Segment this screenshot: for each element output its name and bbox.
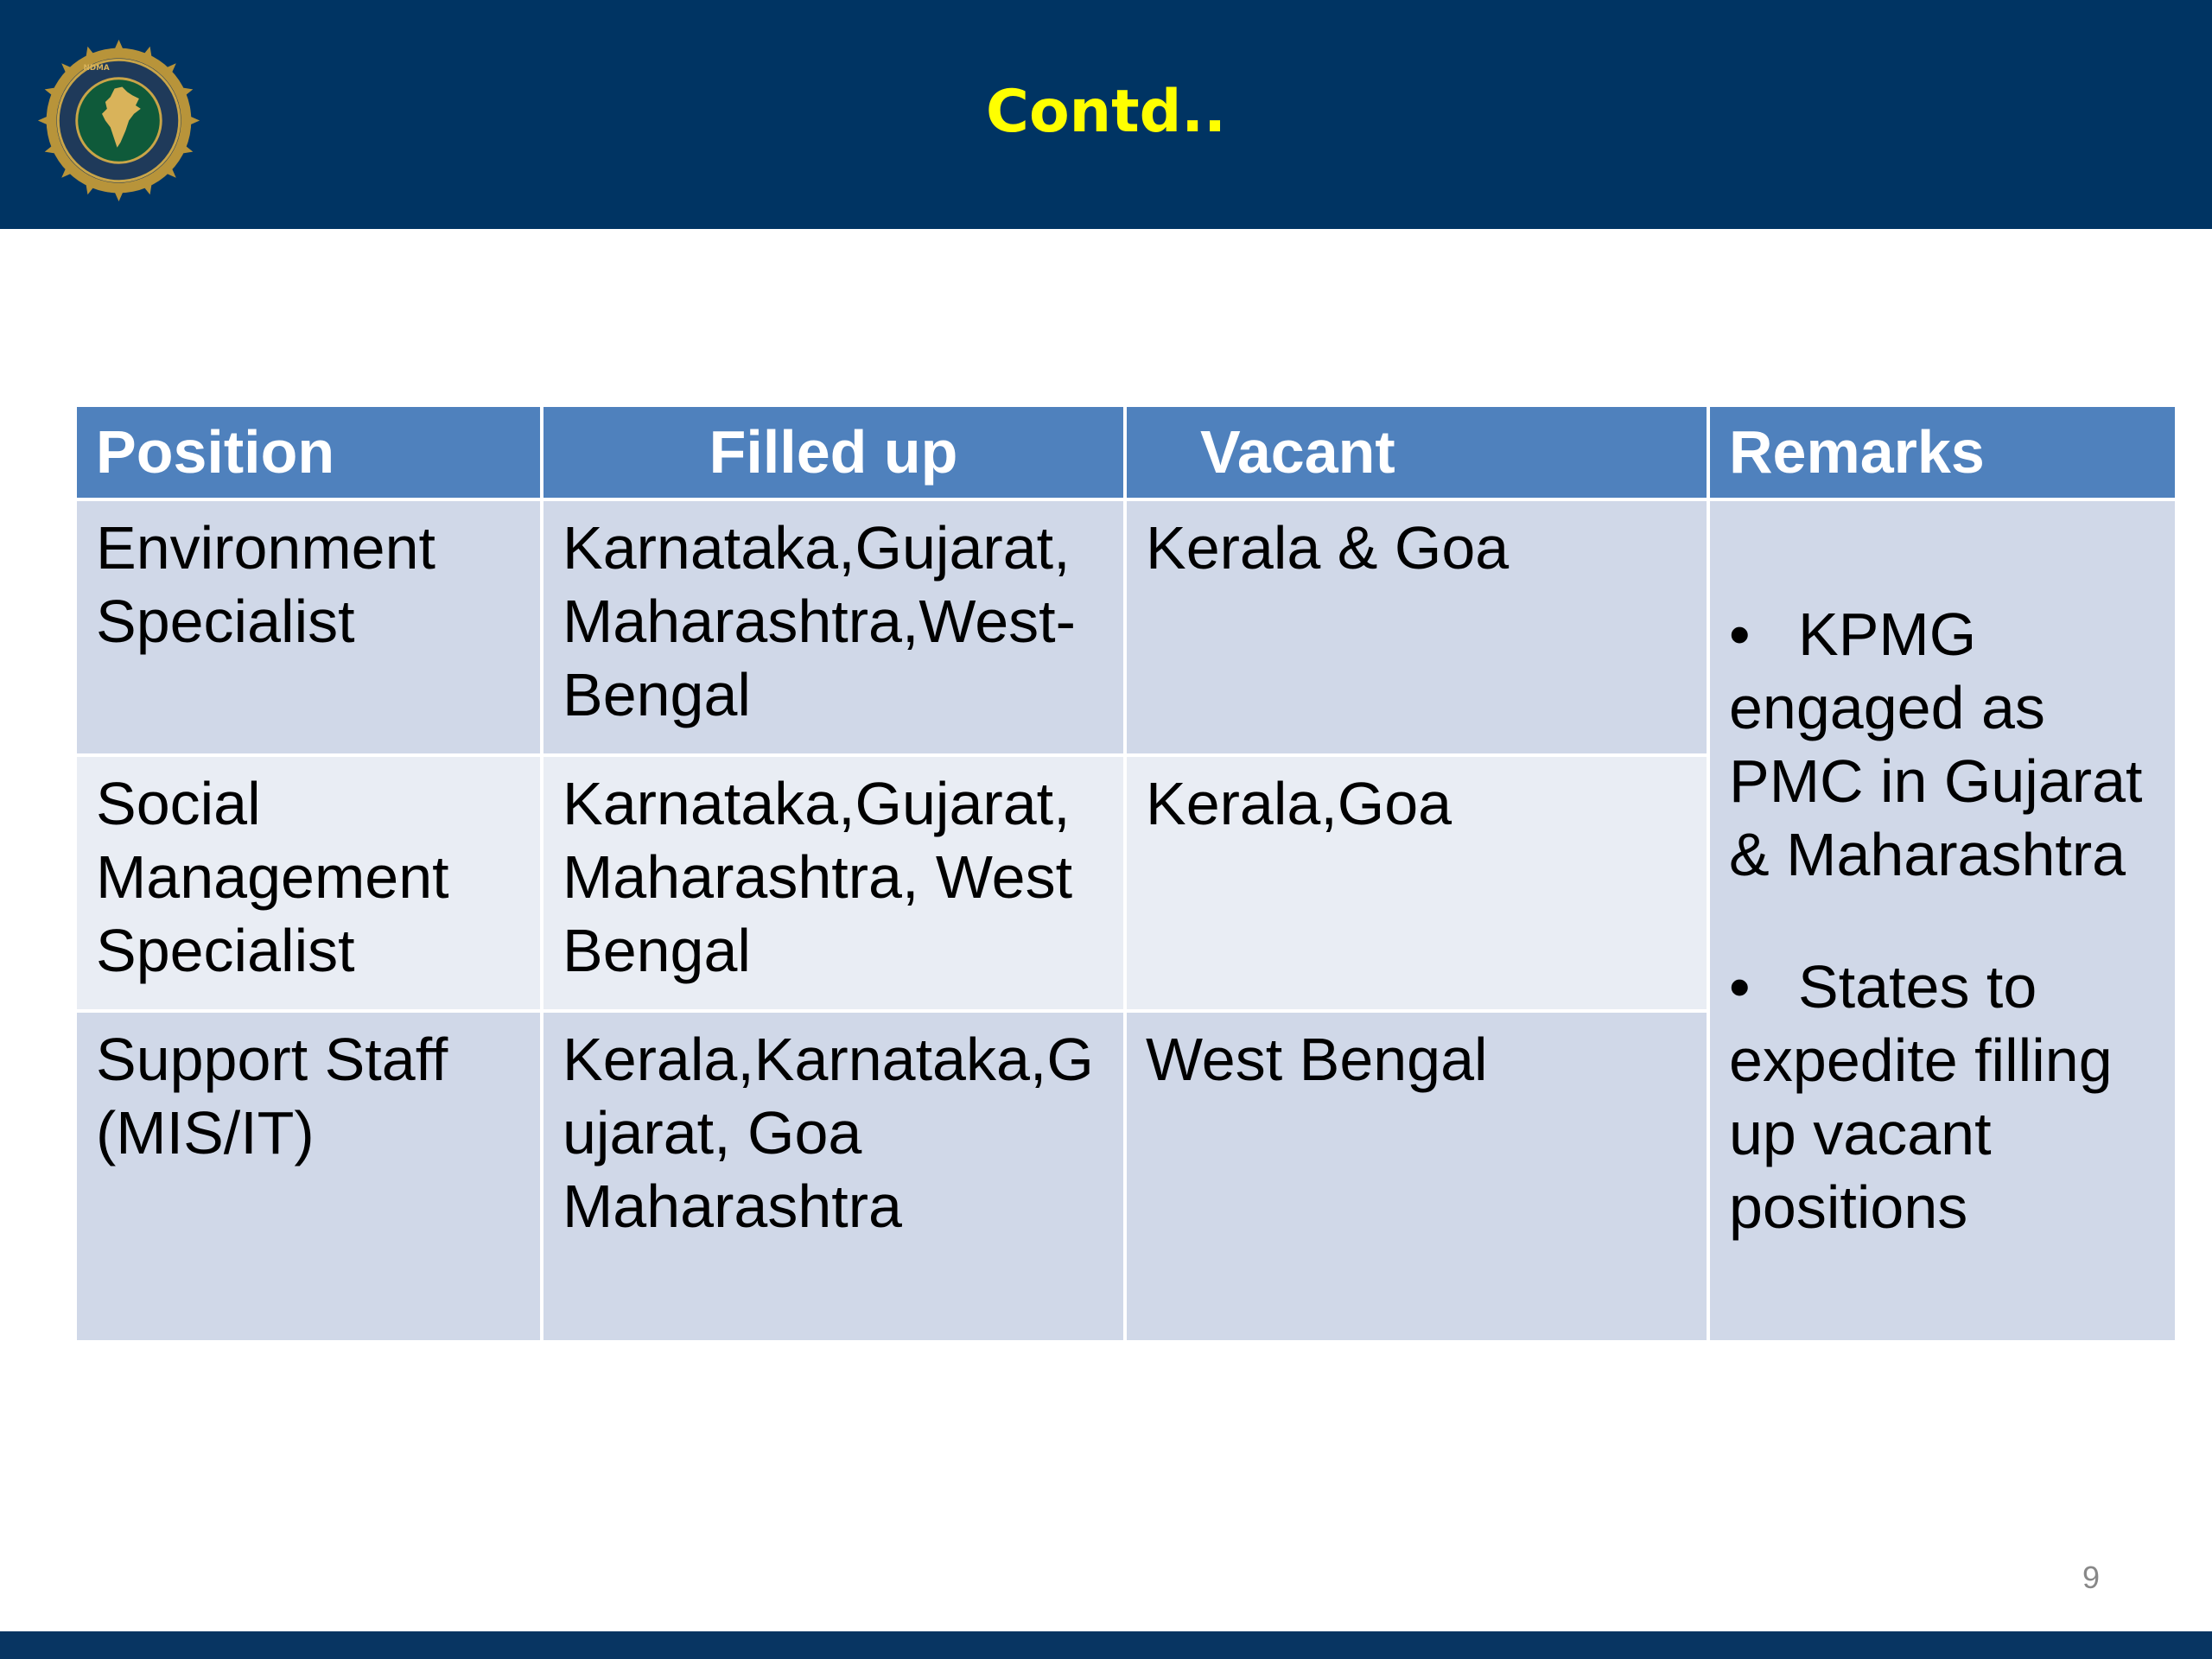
slide-header	[0, 0, 2212, 229]
header-position: Position	[75, 405, 542, 499]
cell-position: Environment Specialist	[75, 499, 542, 755]
cell-remarks	[1708, 499, 2177, 1342]
svg-text:NDMA: NDMA	[83, 64, 110, 73]
table-header-row	[75, 405, 2177, 499]
cell-position: Support Staff (MIS/IT)	[75, 1011, 542, 1342]
footer-bar	[0, 1631, 2212, 1659]
remark-item: • States to expedite filling up vacant positions	[1729, 950, 2156, 1244]
cell-filled-up: Kerala,Karnataka,Gujarat, Goa Maharashtra	[542, 1011, 1125, 1342]
header-vacant: Vacant	[1125, 405, 1708, 499]
slide-title: Contd..	[986, 78, 1226, 146]
bullet-icon: •	[1729, 600, 1751, 668]
cell-filled-up: Karnataka,Gujarat, Maharashtra,West-Bengal	[542, 499, 1125, 755]
cell-vacant: Kerala,Goa	[1125, 755, 1708, 1011]
header-filled-up: Filled up	[542, 405, 1125, 499]
table-row	[75, 499, 2177, 755]
cell-vacant: Kerala & Goa	[1125, 499, 1708, 755]
cell-vacant: West Bengal	[1125, 1011, 1708, 1342]
cell-position: Social Management Specialist	[75, 755, 542, 1011]
header-remarks: Remarks	[1708, 405, 2177, 499]
positions-table	[73, 404, 2178, 1344]
page-number: 9	[2082, 1560, 2100, 1595]
remark-item: • KPMG engaged as PMC in Gujarat & Maharashtra	[1729, 598, 2156, 892]
bullet-icon: •	[1729, 952, 1751, 1020]
cell-filled-up: Karnataka,Gujarat, Maharashtra, West Bengal	[542, 755, 1125, 1011]
